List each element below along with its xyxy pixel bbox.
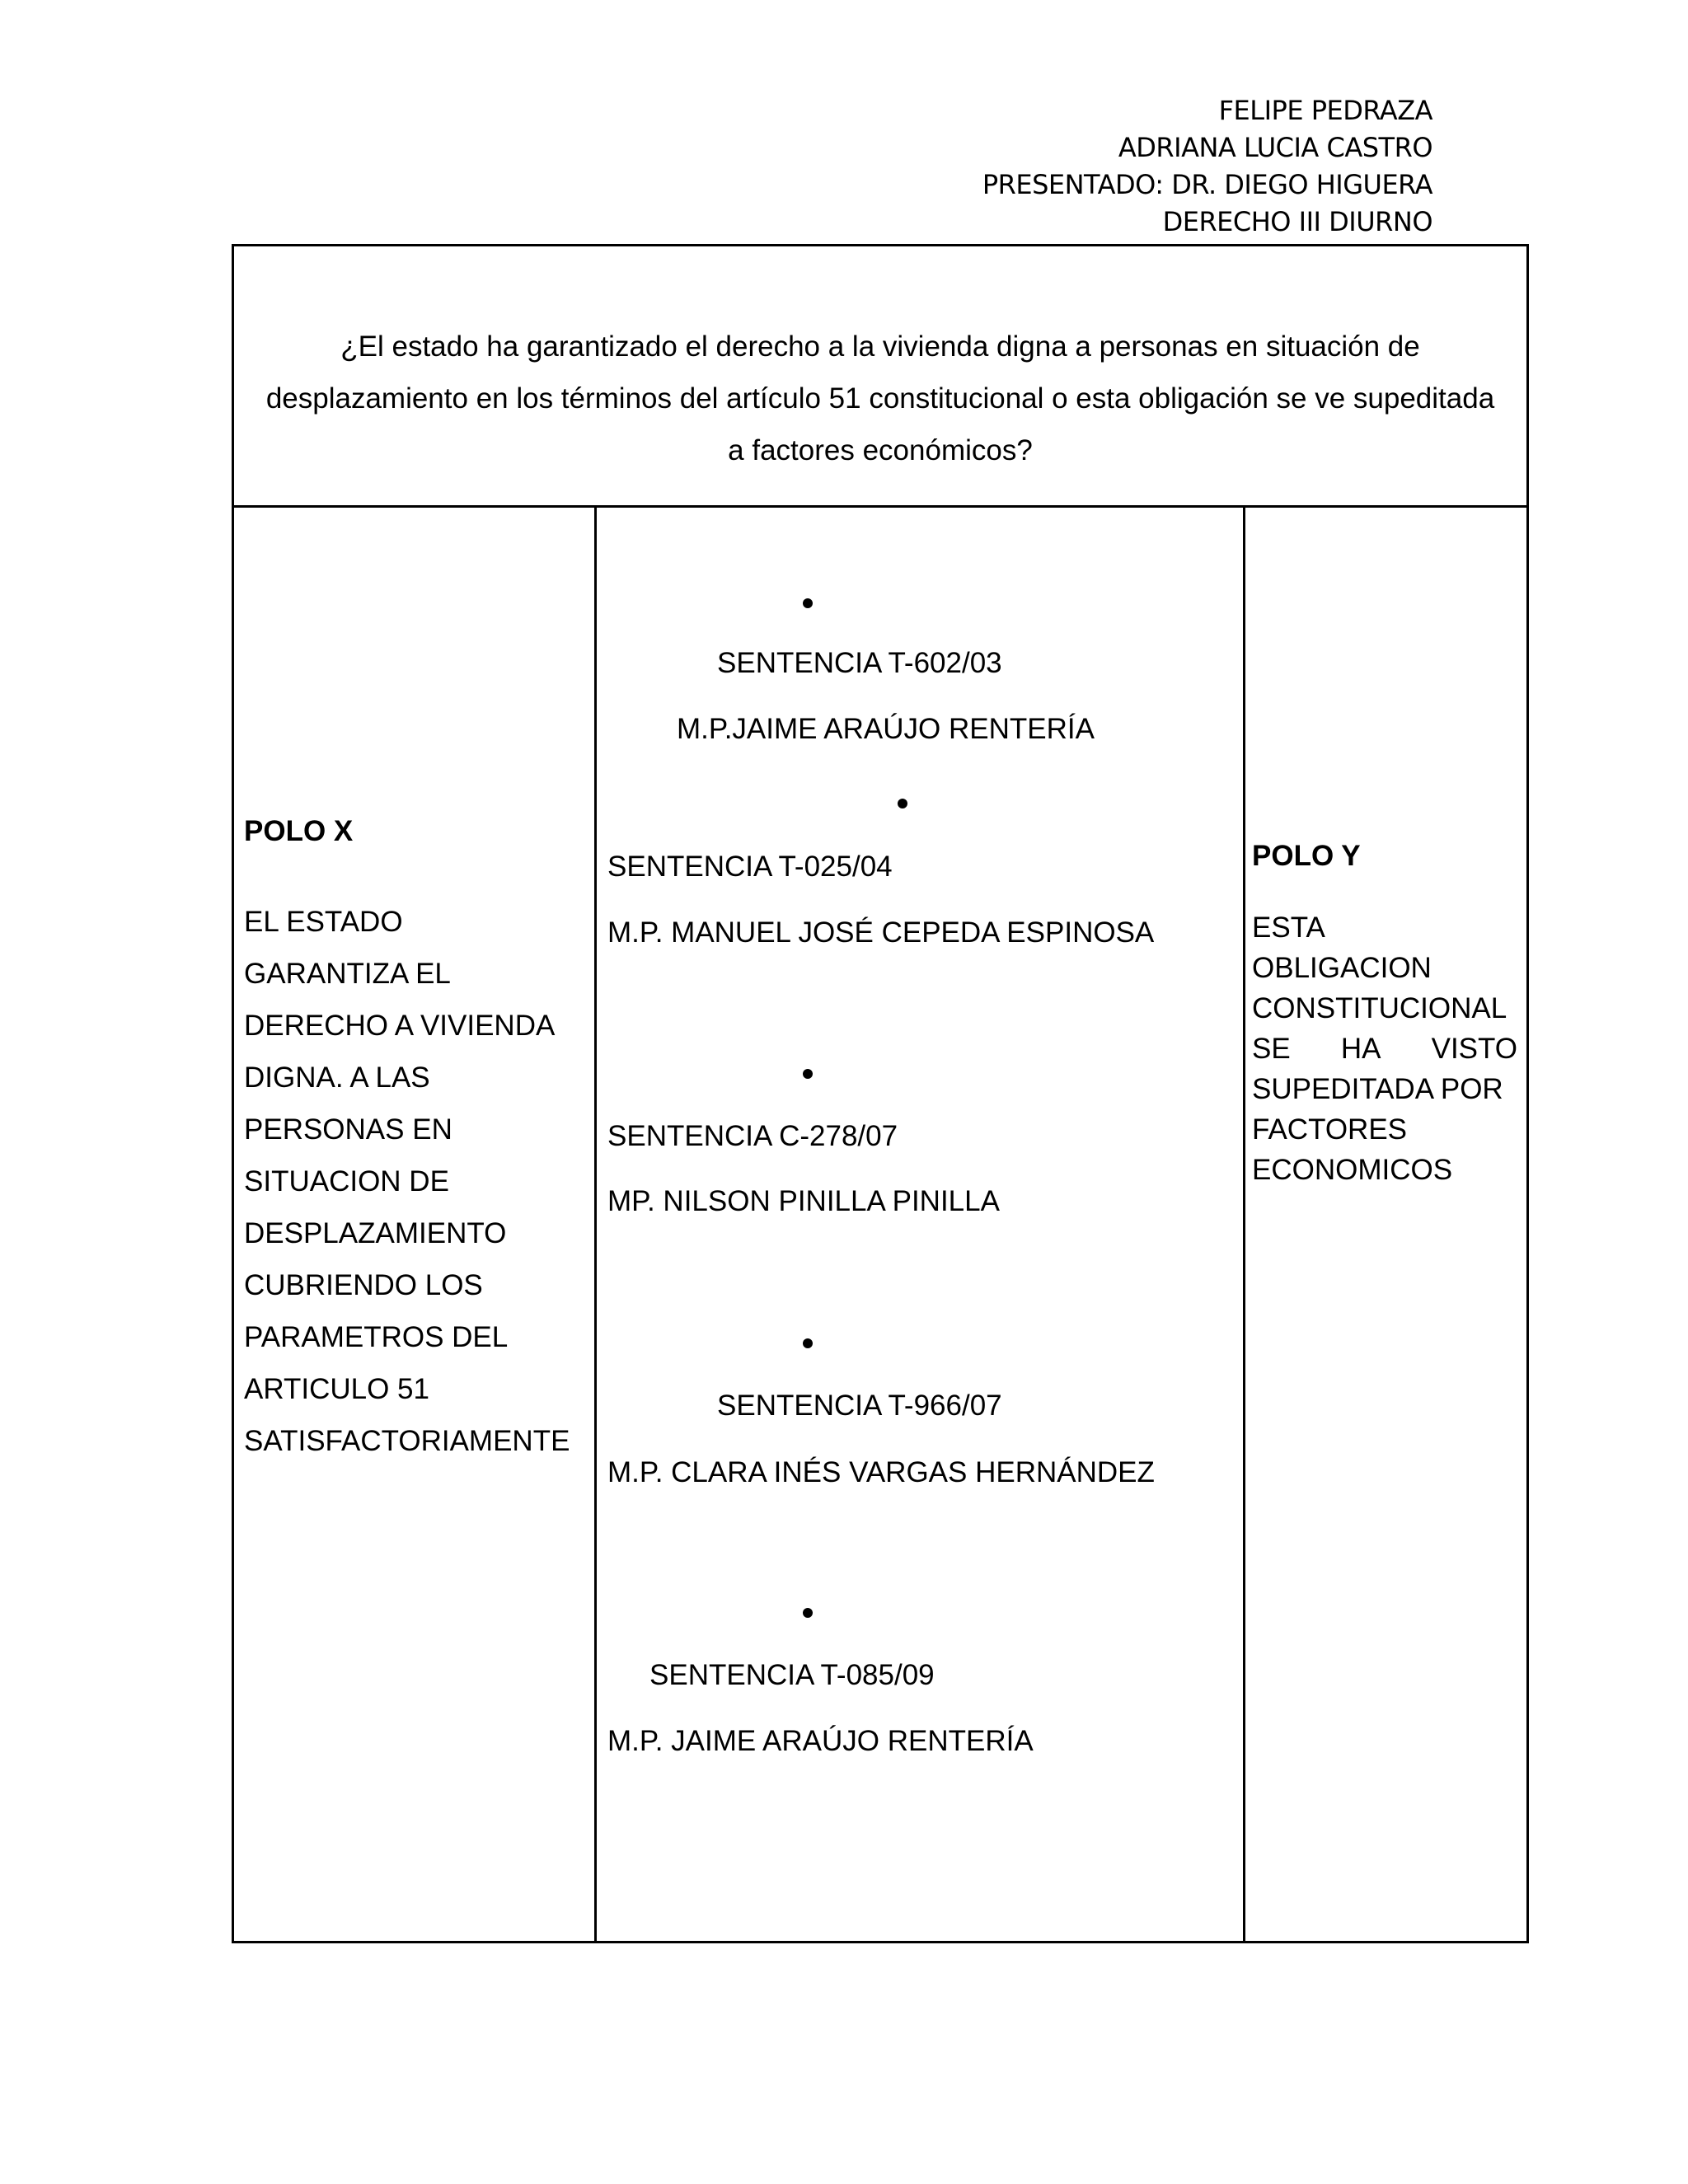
magistrado-ponente: M.P. CLARA INÉS VARGAS HERNÁNDEZ [607,1456,1155,1488]
sentencia-id: SENTENCIA T-085/09 [649,1659,935,1691]
sentencia-id: SENTENCIA T-025/04 [607,851,893,883]
magistrado-ponente: M.P. MANUEL JOSÉ CEPEDA ESPINOSA [607,916,1155,949]
polo-x-title: POLO X [244,815,354,847]
polo-y-title: POLO Y [1252,840,1361,872]
bullet-icon [803,1338,813,1348]
legal-question [241,321,1520,476]
polo-x-line: SATISFACTORIAMENTE [244,1425,570,1457]
jurisprudence-table [232,244,1529,1943]
polo-y-line: CONSTITUCIONAL [1252,992,1507,1024]
polo-x-text [244,896,590,1467]
bullet-icon [803,1069,813,1079]
polo-y-word: VISTO [1431,1033,1517,1065]
magistrado-ponente: M.P. JAIME ARAÚJO RENTERÍA [607,1725,1034,1757]
polo-x-line: PERSONAS EN [244,1113,452,1146]
polo-y-line: ECONOMICOS [1252,1154,1453,1186]
polo-x-line: SITUACION DE [244,1165,449,1197]
author-line-1: FELIPE PEDRAZA [1218,95,1432,126]
question-line-1: ¿El estado ha garantizado el derecho a la vivienda digna a personas en situación de [340,330,1420,363]
magistrado-ponente: MP. NILSON PINILLA PINILLA [607,1185,1000,1217]
presenter-line: PRESENTADO: DR. DIEGO HIGUERA [982,169,1432,200]
polo-x-line: ARTICULO 51 [244,1373,429,1405]
column-divider-left [594,505,597,1941]
bullet-icon [898,799,907,808]
polo-x-line: GARANTIZA EL [244,958,451,990]
magistrado-ponente: M.P.JAIME ARAÚJO RENTERÍA [677,713,1095,745]
polo-y-line: ESTA [1252,912,1325,944]
bullet-icon [803,598,813,608]
polo-y-word: HA [1340,1033,1381,1065]
polo-x-line: DERECHO A VIVIENDA [244,1010,556,1042]
polo-x-line: DESPLAZAMIENTO [244,1217,507,1249]
question-cell [234,246,1526,508]
polo-y-word: SE [1252,1033,1291,1065]
course-line: DERECHO III DIURNO [1162,206,1432,237]
sentencia-id: SENTENCIA T-966/07 [717,1390,1002,1422]
sentencia-id: SENTENCIA C-278/07 [607,1120,898,1152]
sentencia-id: SENTENCIA T-602/03 [717,647,1002,679]
document-header [982,92,1432,241]
author-line-2: ADRIANA LUCIA CASTRO [1118,132,1432,163]
polo-y-line: SUPEDITADA POR [1252,1073,1503,1105]
polo-y-cell [1252,840,1517,1190]
polo-y-text [1252,907,1517,1190]
polo-x-line: PARAMETROS DEL [244,1321,509,1353]
polo-x-line: CUBRIENDO LOS [244,1269,483,1301]
polo-x-cell [244,815,590,1467]
polo-y-line: OBLIGACION [1252,952,1432,984]
polo-x-line: EL ESTADO [244,906,403,938]
question-line-2: desplazamiento en los términos del artículo 51 constitucional o esta obligación se ve supeditada [265,382,1495,415]
bullet-icon [803,1608,813,1618]
polo-y-line: FACTORES [1252,1113,1408,1146]
polo-x-line: DIGNA. A LAS [244,1062,430,1094]
question-line-3: a factores económicos? [728,434,1033,466]
polo-y-line [1252,1029,1517,1069]
column-divider-right [1243,505,1245,1941]
